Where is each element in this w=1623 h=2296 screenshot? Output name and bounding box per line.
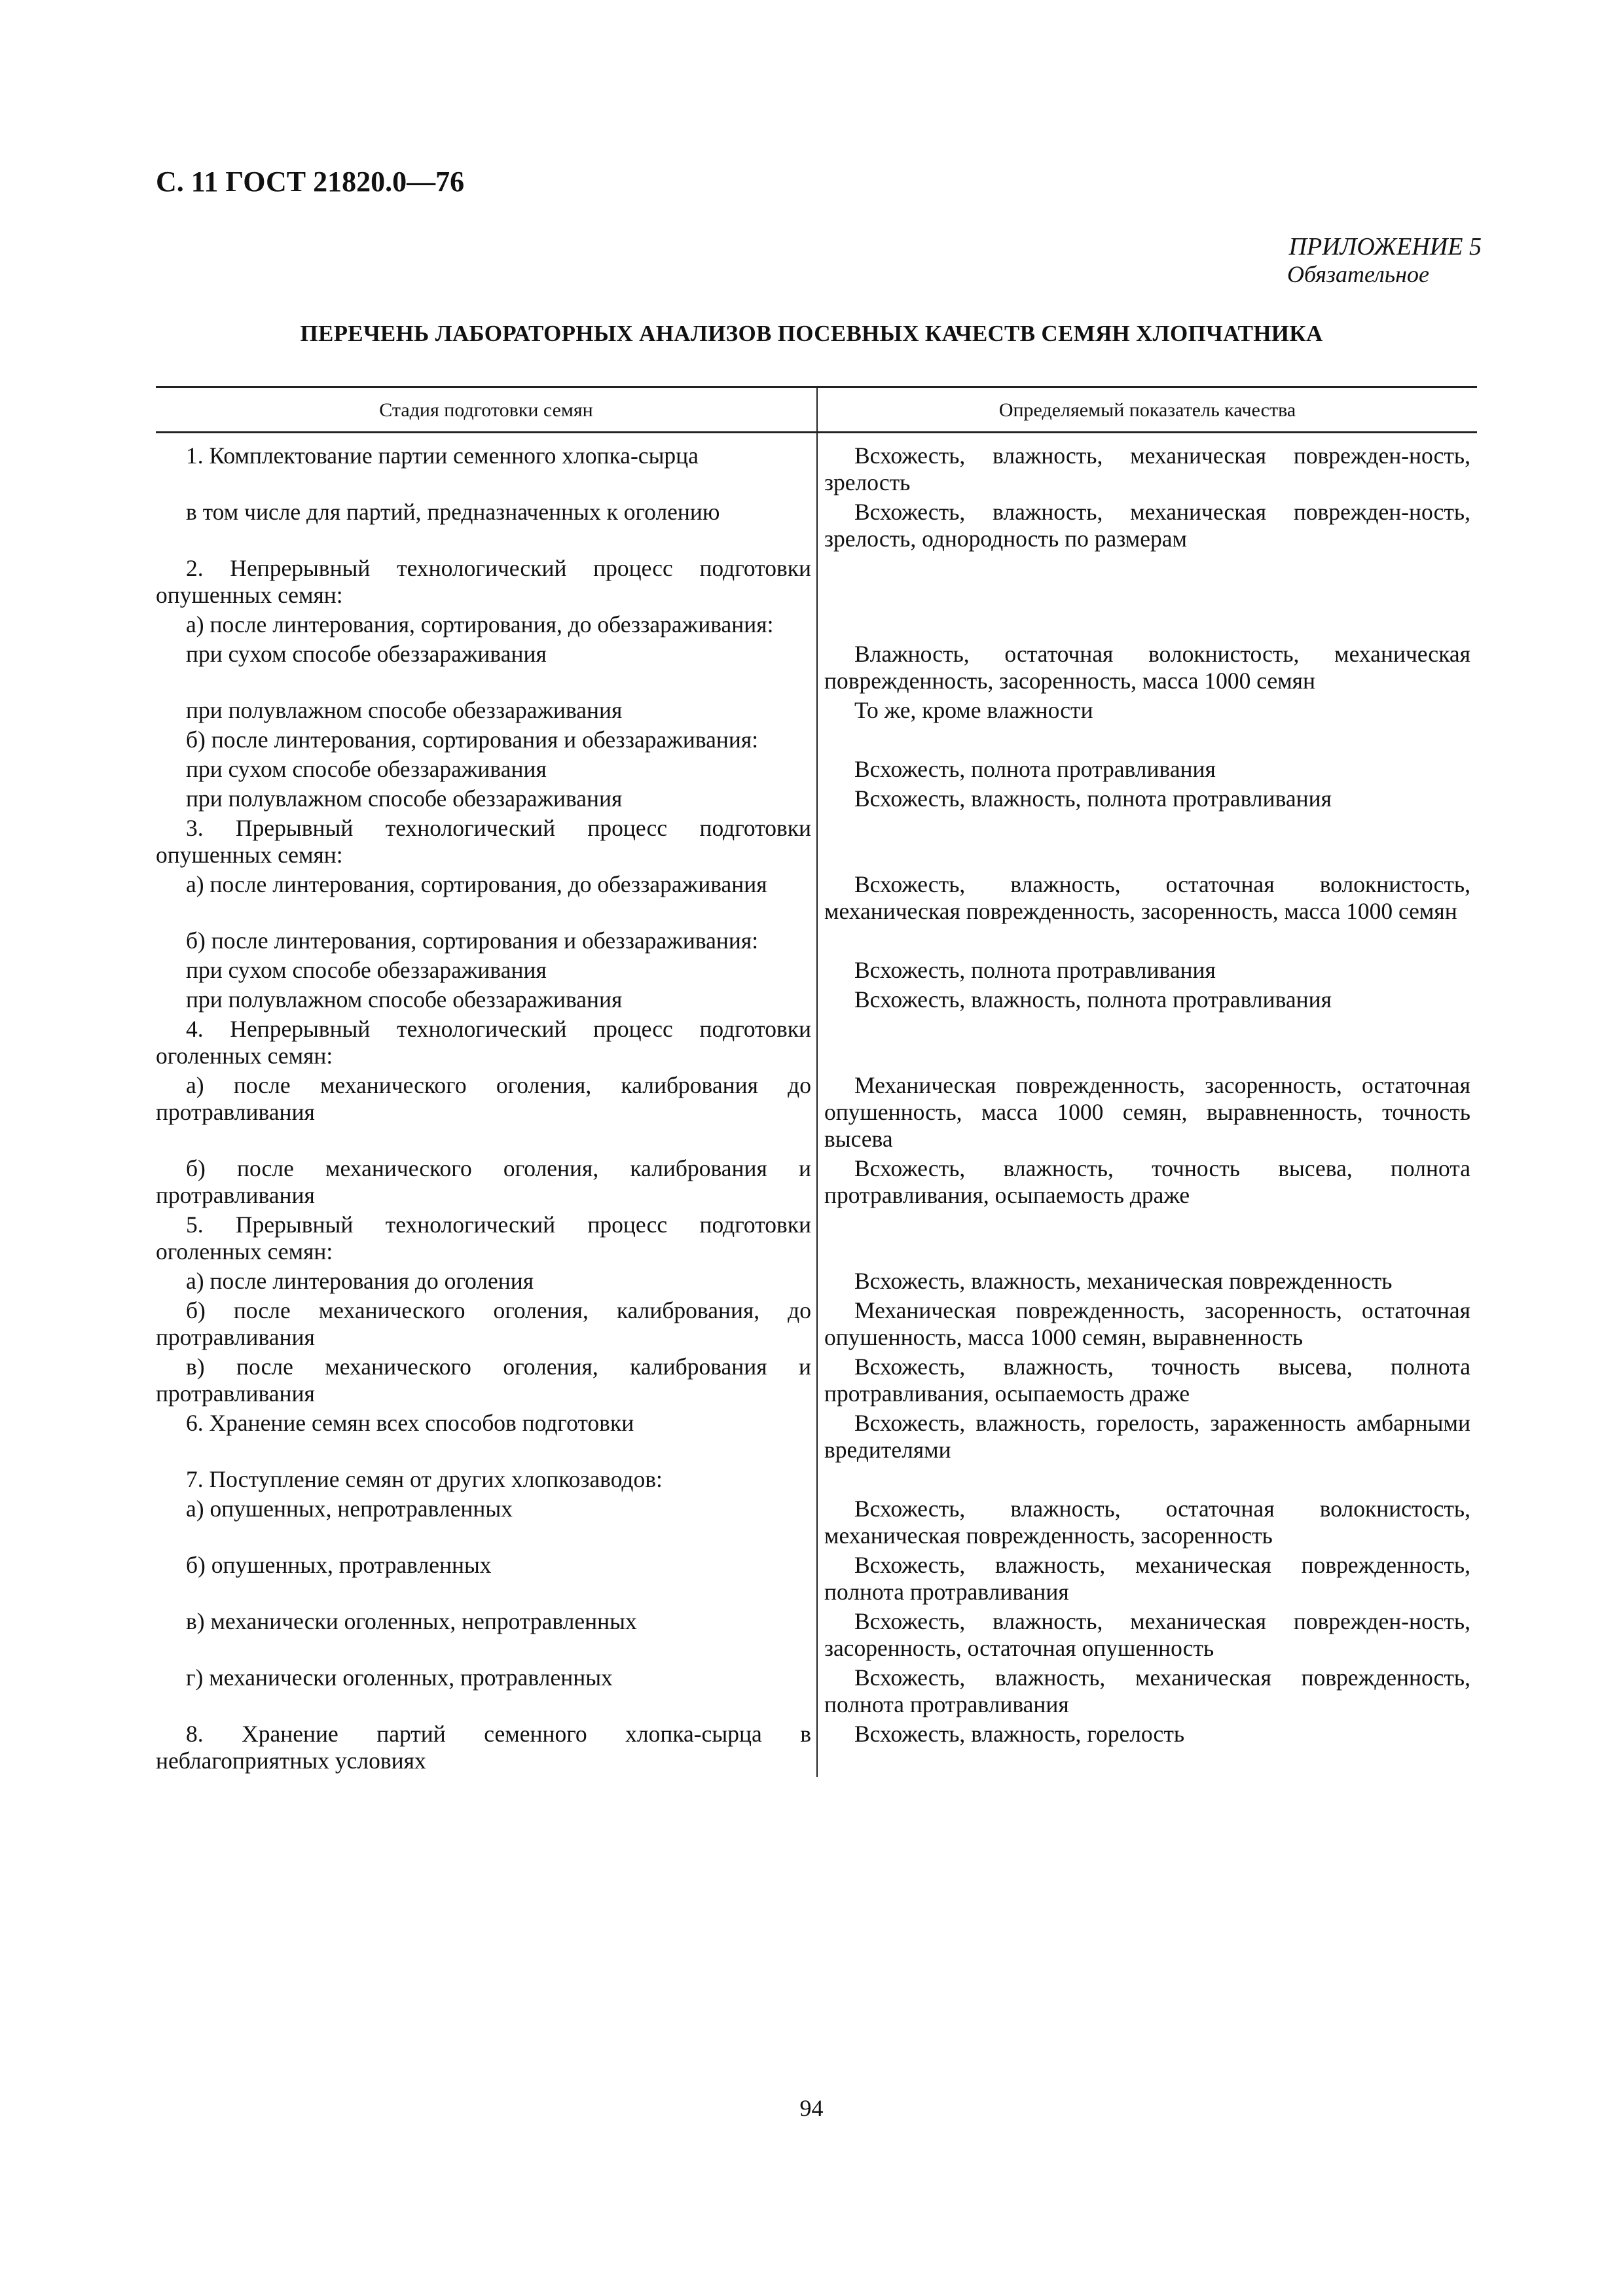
quality-text: Всхожесть, влажность, механическая поврежденность: [854, 1268, 1393, 1294]
document-title: ПЕРЕЧЕНЬ ЛАБОРАТОРНЫХ АНАЛИЗОВ ПОСЕВНЫХ КАЧЕСТВ СЕМЯН ХЛОПЧАТНИКА: [300, 321, 1323, 346]
stage-text: в) после механического оголения, калибрования и протравливания: [156, 1354, 811, 1407]
stage-text: при сухом способе обеззараживания: [186, 756, 547, 782]
stage-cell: [156, 697, 817, 726]
quality-text: Всхожесть, полнота протравливания: [854, 957, 1216, 983]
quality-cell: [817, 1072, 1477, 1155]
stage-text: г) механически оголенных, протравленных: [186, 1664, 613, 1691]
stage-text: а) после линтерования, сортирования, до обеззараживания: [186, 871, 767, 897]
quality-cell: [817, 611, 1477, 641]
table-row: [156, 499, 1477, 555]
quality-text: Всхожесть, влажность, полнота протравливания: [854, 986, 1332, 1013]
table-body: [156, 433, 1477, 1778]
quality-text: Всхожесть, влажность, механическая поврежден-ность, зрелость: [824, 442, 1470, 495]
appendix-block: [1287, 233, 1482, 288]
table-row: [156, 1297, 1477, 1354]
page-header: С. 11 ГОСТ 21820.0—76: [156, 166, 465, 198]
stage-text: при полувлажном способе обеззараживания: [186, 785, 623, 812]
quality-text: Всхожесть, влажность, горелость, зараженность амбарными вредителями: [824, 1410, 1470, 1463]
table-row: [156, 1072, 1477, 1155]
stage-text: б) после механического оголения, калибрования и протравливания: [156, 1155, 811, 1208]
quality-cell: [817, 1552, 1477, 1608]
table-row: [156, 611, 1477, 641]
quality-cell: [817, 927, 1477, 957]
quality-cell: [817, 1268, 1477, 1297]
quality-cell: [817, 785, 1477, 815]
quality-text: Всхожесть, влажность, полнота протравливания: [854, 785, 1332, 812]
table-row: [156, 986, 1477, 1016]
stage-cell: [156, 1552, 817, 1608]
table-row: [156, 1155, 1477, 1211]
stage-text: при сухом способе обеззараживания: [186, 641, 547, 667]
stage-cell: [156, 785, 817, 815]
quality-cell: [817, 1016, 1477, 1072]
stage-cell: [156, 1466, 817, 1496]
page-number: 94: [799, 2095, 824, 2121]
stage-text: б) опушенных, протравленных: [186, 1552, 492, 1578]
stage-cell: [156, 1155, 817, 1211]
stage-cell: [156, 1072, 817, 1155]
table-row: [156, 555, 1477, 611]
stage-cell: [156, 1496, 817, 1552]
table-row: [156, 1608, 1477, 1664]
table-header: [156, 387, 1477, 433]
quality-cell: [817, 697, 1477, 726]
table-row: [156, 1466, 1477, 1496]
stage-text: а) после механического оголения, калибрования до протравливания: [156, 1072, 811, 1125]
quality-cell: [817, 1721, 1477, 1777]
table-row: [156, 1016, 1477, 1072]
quality-cell: [817, 1297, 1477, 1354]
quality-text: Всхожесть, влажность, горелость: [854, 1721, 1185, 1747]
stage-cell: [156, 499, 817, 555]
quality-text: Механическая поврежденность, засоренность, остаточная опушенность, масса 1000 семян, выравненность: [824, 1297, 1470, 1350]
seed-analysis-table: [156, 386, 1477, 1777]
stage-text: а) опушенных, непротравленных: [186, 1496, 513, 1522]
stage-cell: [156, 871, 817, 927]
table-row: [156, 957, 1477, 986]
quality-text: То же, кроме влажности: [854, 697, 1093, 723]
quality-cell: [817, 1664, 1477, 1721]
stage-cell: [156, 756, 817, 785]
stage-text: в том числе для партий, предназначенных к оголению: [186, 499, 720, 525]
quality-cell: [817, 871, 1477, 927]
stage-cell: [156, 1268, 817, 1297]
quality-cell: [817, 957, 1477, 986]
column-header-quality: Определяемый показатель качества: [817, 387, 1477, 433]
quality-cell: [817, 1410, 1477, 1466]
stage-text: б) после линтерования, сортирования и обеззараживания:: [186, 726, 759, 753]
quality-cell: [817, 1608, 1477, 1664]
stage-text: 6. Хранение семян всех способов подготовки: [186, 1410, 634, 1436]
quality-cell: [817, 433, 1477, 499]
quality-cell: [817, 815, 1477, 871]
stage-text: 2. Непрерывный технологический процесс подготовки опушенных семян:: [156, 555, 811, 608]
quality-cell: [817, 499, 1477, 555]
stage-cell: [156, 815, 817, 871]
stage-text: 7. Поступление семян от других хлопкозаводов:: [186, 1466, 663, 1492]
stage-cell: [156, 1608, 817, 1664]
table-row: [156, 641, 1477, 697]
stage-cell: [156, 726, 817, 756]
quality-text: Всхожесть, влажность, механическая поврежден-ность, зрелость, однородность по размерам: [824, 499, 1470, 552]
table-row: [156, 1354, 1477, 1410]
quality-text: Влажность, остаточная волокнистость, механическая поврежденность, засоренность, масса 1000 семян: [824, 641, 1470, 694]
stage-cell: [156, 1410, 817, 1466]
quality-cell: [817, 1496, 1477, 1552]
table-row: [156, 1496, 1477, 1552]
stage-text: б) после механического оголения, калибрования, до протравливания: [156, 1297, 811, 1350]
stage-cell: [156, 555, 817, 611]
table-row: [156, 1268, 1477, 1297]
quality-cell: [817, 986, 1477, 1016]
stage-text: в) механически оголенных, непротравленных: [186, 1608, 637, 1634]
stage-cell: [156, 1354, 817, 1410]
stage-cell: [156, 927, 817, 957]
stage-text: 8. Хранение партий семенного хлопка-сырца в неблагоприятных условиях: [156, 1721, 811, 1774]
quality-cell: [817, 726, 1477, 756]
stage-cell: [156, 641, 817, 697]
stage-text: 4. Непрерывный технологический процесс подготовки оголенных семян:: [156, 1016, 811, 1069]
quality-cell: [817, 555, 1477, 611]
quality-text: Всхожесть, влажность, точность высева, полнота протравливания, осыпаемость драже: [824, 1155, 1470, 1208]
quality-text: Всхожесть, влажность, точность высева, полнота протравливания, осыпаемость драже: [824, 1354, 1470, 1407]
table-row: [156, 815, 1477, 871]
stage-text: б) после линтерования, сортирования и обеззараживания:: [186, 927, 759, 954]
stage-cell: [156, 433, 817, 499]
stage-cell: [156, 1721, 817, 1777]
stage-text: 5. Прерывный технологический процесс подготовки оголенных семян:: [156, 1211, 811, 1265]
table-row: [156, 756, 1477, 785]
quality-cell: [817, 756, 1477, 785]
stage-cell: [156, 986, 817, 1016]
column-header-stage: Стадия подготовки семян: [156, 387, 817, 433]
quality-text: Всхожесть, влажность, механическая поврежденность, полнота протравливания: [824, 1664, 1470, 1717]
table-row: [156, 1211, 1477, 1268]
table-row: [156, 1664, 1477, 1721]
quality-text: Всхожесть, влажность, остаточная волокнистость, механическая поврежденность, засоренность, масса 1000 семян: [824, 871, 1470, 924]
appendix-label: ПРИЛОЖЕНИЕ 5: [1288, 233, 1482, 260]
stage-text: при сухом способе обеззараживания: [186, 957, 547, 983]
quality-text: Всхожесть, полнота протравливания: [854, 756, 1216, 782]
stage-text: при полувлажном способе обеззараживания: [186, 697, 623, 723]
stage-cell: [156, 611, 817, 641]
table-row: [156, 785, 1477, 815]
table-row: [156, 1552, 1477, 1608]
quality-cell: [817, 1211, 1477, 1268]
appendix-status: Обязательное: [1287, 261, 1429, 287]
table-row: [156, 726, 1477, 756]
quality-text: Всхожесть, влажность, механическая поврежден-ность, засоренность, остаточная опушенность: [824, 1608, 1470, 1661]
table-row: [156, 1721, 1477, 1777]
table-row: [156, 433, 1477, 499]
stage-cell: [156, 1664, 817, 1721]
quality-cell: [817, 1155, 1477, 1211]
table-row: [156, 871, 1477, 927]
quality-cell: [817, 641, 1477, 697]
stage-text: а) после линтерования, сортирования, до обеззараживания:: [186, 611, 774, 637]
table-row: [156, 697, 1477, 726]
stage-cell: [156, 1297, 817, 1354]
table-row: [156, 927, 1477, 957]
stage-cell: [156, 957, 817, 986]
quality-text: Механическая поврежденность, засоренность, остаточная опушенность, масса 1000 семян, выравненность, точность высева: [824, 1072, 1470, 1152]
stage-cell: [156, 1211, 817, 1268]
stage-text: 3. Прерывный технологический процесс подготовки опушенных семян:: [156, 815, 811, 868]
table-row: [156, 1410, 1477, 1466]
stage-cell: [156, 1016, 817, 1072]
stage-text: а) после линтерования до оголения: [186, 1268, 534, 1294]
stage-text: при полувлажном способе обеззараживания: [186, 986, 623, 1013]
quality-cell: [817, 1466, 1477, 1496]
quality-cell: [817, 1354, 1477, 1410]
quality-text: Всхожесть, влажность, остаточная волокнистость, механическая поврежденность, засоренность: [824, 1496, 1470, 1549]
stage-text: 1. Комплектование партии семенного хлопка-сырца: [186, 442, 699, 469]
quality-text: Всхожесть, влажность, механическая поврежденность, полнота протравливания: [824, 1552, 1470, 1605]
